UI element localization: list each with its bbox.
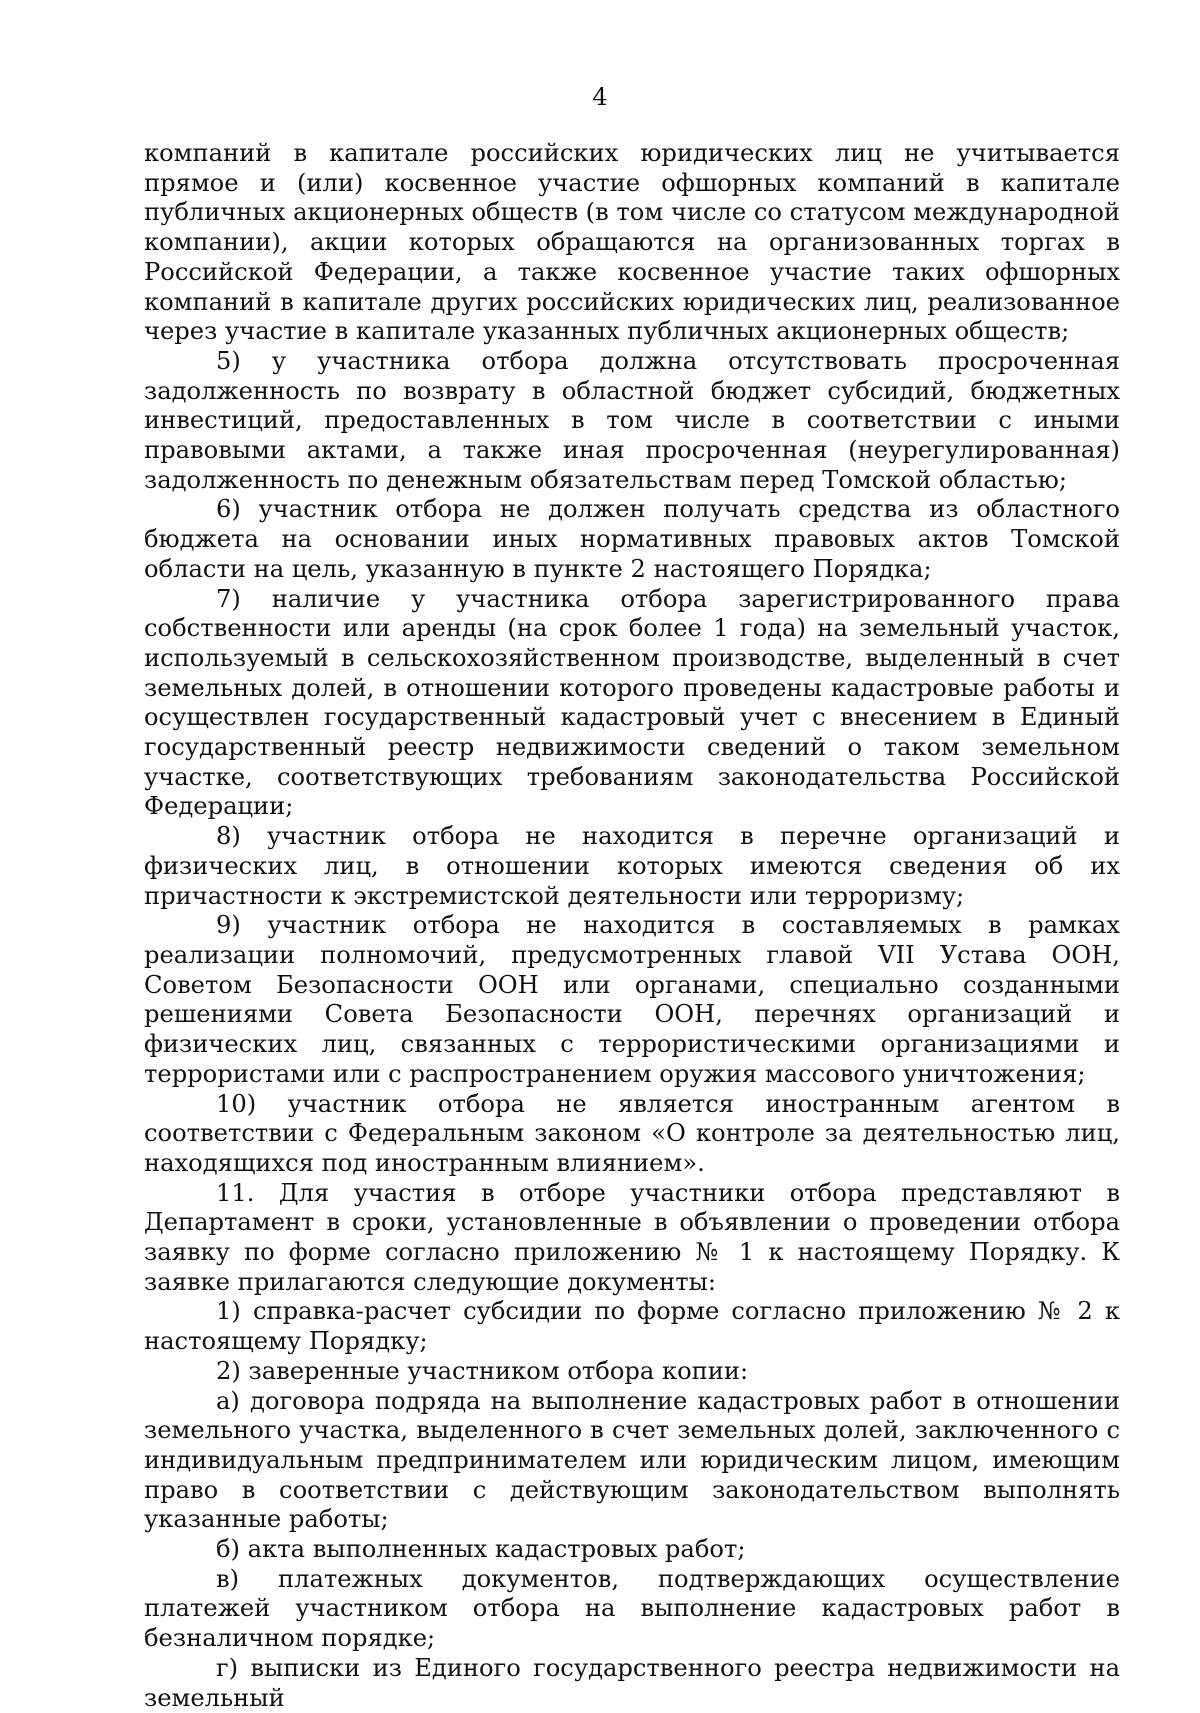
- paragraph-item-8: 8) участник отбора не находится в перечне организаций и физических лиц, в отношении которых имеются сведения об их причастности к экстремистской деятельности или терроризму;: [144, 822, 1120, 910]
- paragraph-item-9: 9) участник отбора не находится в составляемых в рамках реализации полномочий, предусмотренных главой VII Устава ООН, Советом Безопасности ООН или органами, специально созданными решениями Совета Безопасности ООН, перечнях организаций и физических лиц, связанных с террористическими организациями и террористами или с распространением оружия массового уничтожения;: [144, 911, 1120, 1088]
- paragraph-doc-2a: а) договора подряда на выполнение кадастровых работ в отношении земельного участка, выделенного в счет земельных долей, заключенного с индивидуальным предпринимателем или юридическим лицом, имеющим право в соответствии с действующим законодательством выполнять указанные работы;: [144, 1386, 1120, 1534]
- paragraph-doc-2: 2) заверенные участником отбора копии:: [216, 1356, 749, 1385]
- paragraph-doc-2g: г) выписки из Единого государственного реестра недвижимости на земельный: [144, 1653, 1120, 1712]
- paragraph-item-7: 7) наличие у участника отбора зарегистрированного права собственности или аренды (на срок более 1 года) на земельный участок, используемый в сельскохозяйственном производстве, выделенный в счет земельных долей, в отношении которого проведены кадастровые работы и осуществлен государственный кадастровый учет с внесением в Единый государственный реестр недвижимости сведений о таком земельном участке, соответствующих требованиям законодательства Российской Федерации;: [144, 584, 1120, 821]
- paragraph-item-6: 6) участник отбора не должен получать средства из областного бюджета на основании иных нормативных правовых актов Томской области на цель, указанную в пункте 2 настоящего Порядка;: [144, 495, 1120, 583]
- paragraph-continuation: компаний в капитале российских юридических лиц не учитывается прямое и (или) косвенное участие офшорных компаний в капитале публичных акционерных обществ (в том числе со статусом международной компании), акции которых обращаются на организованных торгах в Российской Федерации, а также косвенное участие таких офшорных компаний в капитале других российских юридических лиц, реализованное через участие в капитале указанных публичных акционерных обществ;: [144, 139, 1121, 346]
- paragraph-item-10: 10) участник отбора не является иностранным агентом в соответствии с Федеральным законом «О контроле за деятельностью лиц, находящихся под иностранным влиянием».: [144, 1089, 1120, 1177]
- page-number: 4: [592, 83, 608, 111]
- paragraph-item-5: 5) у участника отбора должна отсутствовать просроченная задолженность по возврату в областной бюджет субсидий, бюджетных инвестиций, предоставленных в том числе в соответствии с иными правовыми актами, а также иная просроченная (неурегулированная) задолженность по денежным обязательствам перед Томской областью;: [144, 346, 1120, 494]
- document-body: [144, 139, 1120, 1713]
- paragraph-doc-2b: б) акта выполненных кадастровых работ;: [216, 1535, 746, 1564]
- paragraph-doc-2v: в) платежных документов, подтверждающих осуществление платежей участником отбора на выполнение кадастровых работ в безналичном порядке;: [144, 1564, 1120, 1653]
- paragraph-doc-1: 1) справка-расчет субсидии по форме согласно приложению № 2 к настоящему Порядку;: [144, 1297, 1120, 1356]
- paragraph-section-11: 11. Для участия в отборе участники отбора представляют в Департамент в сроки, установленные в объявлении о проведении отбора заявку по форме согласно приложению № 1 к настоящему Порядку. К заявке прилагаются следующие документы:: [144, 1178, 1120, 1296]
